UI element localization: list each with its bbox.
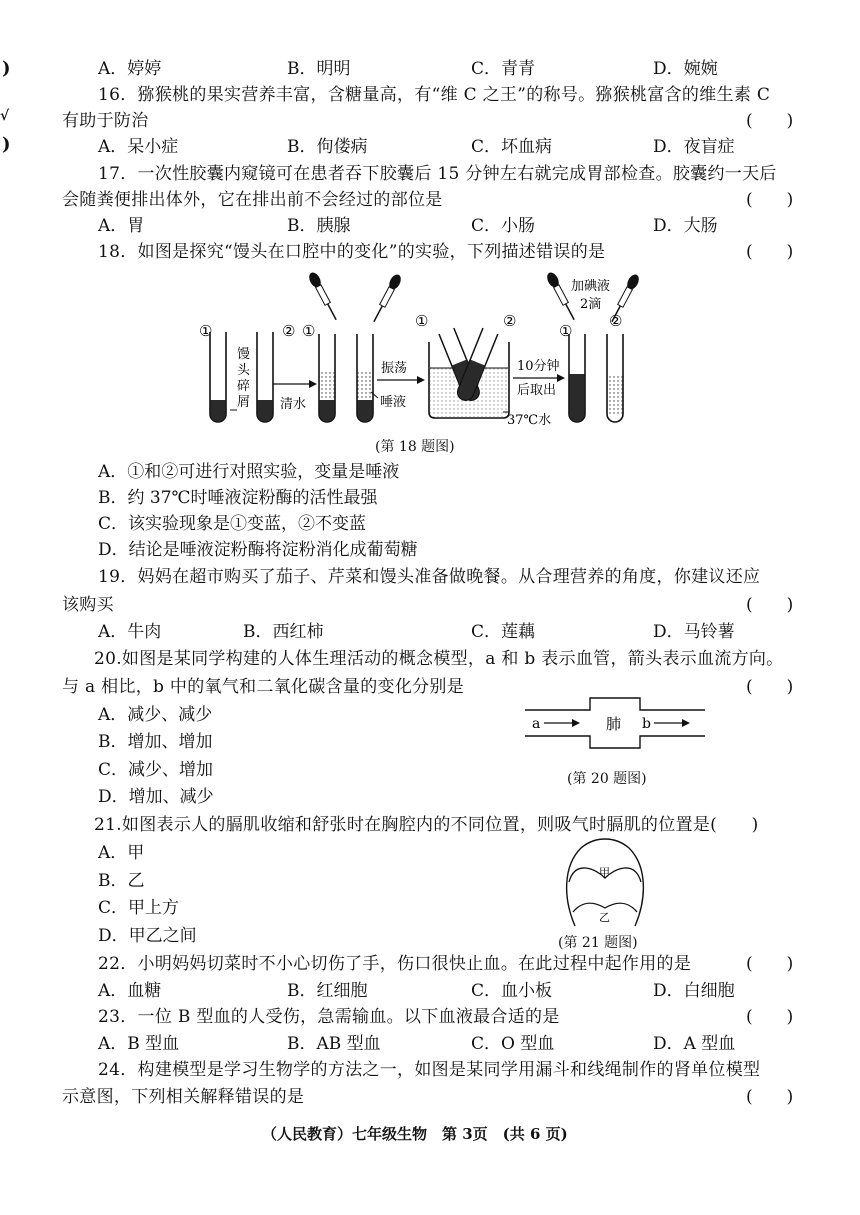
q18-option-c: C．该实验现象是①变蓝，②不变蓝 [98, 514, 367, 534]
q16-stem-line1: 16．猕猴桃的果实营养丰富，含糖量高，有“维 C 之王”的称号。猕猴桃富含的维生素 C [98, 85, 771, 105]
q21-label-yi: 乙 [599, 911, 610, 924]
q15-option-b: B．明明 [287, 59, 351, 79]
q18-label-mantou-2: 头 [237, 363, 251, 378]
q18-option-d: D．结论是唾液淀粉酶将淀粉消化成葡萄糖 [98, 540, 418, 560]
q20-label-b: b [642, 716, 651, 732]
q22-option-a: A．血糖 [98, 981, 162, 1001]
q21-label-jia: 甲 [599, 866, 610, 879]
q18-option-a: A．①和②可进行对照实验，变量是唾液 [98, 462, 400, 482]
q18-label-1c: ① [415, 312, 429, 330]
q16-stem-line2: 有助于防治 [62, 111, 149, 131]
q19-option-d: D．马铃薯 [653, 622, 735, 642]
edge-mark-1: ) [2, 58, 11, 79]
q16-option-d: D．夜盲症 [653, 137, 735, 157]
q20-stem-line1: 20.如图是某同学构建的人体生理活动的概念模型，a 和 b 表示血管，箭头表示血流方向。 [94, 649, 784, 669]
q18-label-1d: ① [559, 322, 573, 340]
q18-label-take-out: 后取出 [517, 383, 557, 398]
q18-label-2b: ② [503, 312, 517, 330]
q19-option-c: C．莲藕 [471, 622, 536, 642]
q19-stem-line2: 该购买 [62, 595, 114, 615]
q22-option-c: C．血小板 [471, 981, 553, 1001]
q15-option-a: A．婷婷 [98, 59, 162, 79]
q18-label-bath: 37℃水 [507, 413, 552, 428]
q22-option-b: B．红细胞 [287, 981, 368, 1001]
q18-label-saliva: 唾液 [380, 395, 407, 410]
q17-stem-line1: 17．一次性胶囊内窥镜可在患者吞下胶囊后 15 分钟左右就完成胃部检查。胶囊约一天后 [98, 164, 777, 184]
q21-stem-line1: 21.如图表示人的膈肌收缩和舒张时在胸腔内的不同位置，则吸气时膈肌的位置是( ) [94, 815, 759, 835]
q17-stem-line2: 会随粪便排出体外，它在排出前不会经过的部位是 [62, 190, 443, 210]
q23-option-a: A．B 型血 [98, 1034, 180, 1054]
q21-figure-caption: (第 21 题图) [558, 935, 638, 951]
q18-figure-caption: (第 18 题图) [375, 439, 455, 455]
q23-option-d: D．A 型血 [653, 1034, 736, 1054]
q16-answer-blank: ( ) [746, 111, 794, 131]
q21-option-d: D．甲乙之间 [98, 926, 197, 946]
q18-label-1a: ① [199, 322, 213, 340]
q18-label-drops: 2滴 [580, 297, 602, 312]
q22-option-d: D．白细胞 [653, 981, 735, 1001]
q16-option-b: B．佝偻病 [287, 137, 368, 157]
q20-answer-blank: ( ) [746, 677, 794, 697]
q22-stem-line1: 22．小明妈妈切菜时不小心切伤了手，伤口很快止血。在此过程中起作用的是 [98, 954, 692, 974]
q15-option-d: D．婉婉 [653, 59, 718, 79]
q18-label-mantou-3: 碎 [237, 379, 251, 394]
q21-option-a: A．甲 [98, 843, 145, 863]
page-footer: （人民教育）七年级生物 第 3页 (共 6 页) [262, 1125, 568, 1143]
q18-label-shake: 振荡 [381, 361, 408, 376]
q18-option-b: B．约 37℃时唾液淀粉酶的活性最强 [98, 488, 378, 508]
q21-figure [555, 838, 655, 930]
q20-label-lung: 肺 [606, 715, 622, 733]
q18-label-1b: ① [302, 322, 316, 340]
q20-figure-caption: (第 20 题图) [567, 771, 647, 787]
q21-option-b: B．乙 [98, 871, 145, 891]
q20-stem-line2: 与 a 相比，b 中的氧气和二氧化碳含量的变化分别是 [62, 677, 465, 697]
q24-stem-line2: 示意图，下列相关解释错误的是 [62, 1087, 305, 1107]
q24-answer-blank: ( ) [746, 1087, 794, 1107]
q20-option-d: D．增加、减少 [98, 787, 214, 807]
q20-option-c: C．减少、增加 [98, 760, 214, 780]
q21-option-c: C．甲上方 [98, 898, 180, 918]
q20-option-a: A．减少、减少 [98, 705, 213, 725]
q23-option-c: C．O 型血 [471, 1034, 555, 1054]
q17-option-c: C．小肠 [471, 216, 536, 236]
q18-stem-line1: 18．如图是探究“馒头在口腔中的变化”的实验，下列描述错误的是 [98, 242, 606, 262]
q24-stem-line1: 24．构建模型是学习生物学的方法之一，如图是某同学用漏斗和线绳制作的肾单位模型 [98, 1060, 761, 1080]
q20-figure [520, 692, 710, 752]
q18-label-mantou-4: 屑 [237, 395, 251, 410]
q20-option-b: B．增加、增加 [98, 732, 213, 752]
edge-mark-3: ) [2, 134, 11, 155]
q18-label-iodine: 加碘液 [571, 279, 611, 294]
q18-figure [185, 272, 645, 432]
q19-option-a: A．牛肉 [98, 622, 162, 642]
q22-answer-blank: ( ) [746, 954, 794, 974]
q19-option-b: B．西红柿 [243, 622, 324, 642]
q16-option-c: C．坏血病 [471, 137, 553, 157]
q18-label-2c: ② [609, 312, 623, 330]
q23-option-b: B．AB 型血 [287, 1034, 381, 1054]
q20-label-a: a [532, 716, 541, 732]
q17-answer-blank: ( ) [746, 190, 794, 210]
q17-option-a: A．胃 [98, 216, 145, 236]
q23-stem-line1: 23．一位 B 型血的人受伤，急需输血。以下血液最合适的是 [98, 1007, 560, 1027]
q18-label-2a: ② [282, 322, 296, 340]
q17-option-d: D．大肠 [653, 216, 718, 236]
q17-option-b: B．胰腺 [287, 216, 351, 236]
q18-label-water: 清水 [280, 397, 307, 412]
q23-answer-blank: ( ) [746, 1007, 794, 1027]
q18-label-ten-min: 10分钟 [517, 359, 560, 374]
q18-answer-blank: ( ) [746, 242, 794, 262]
q19-stem-line1: 19．妈妈在超市购买了茄子、芹菜和馒头准备做晚餐。从合理营养的角度，你建议还应 [98, 567, 761, 587]
q15-option-c: C．青青 [471, 59, 536, 79]
q16-option-a: A．呆小症 [98, 137, 179, 157]
q19-answer-blank: ( ) [746, 595, 794, 615]
edge-mark-2: √ [0, 108, 10, 124]
q18-label-mantou-1: 馒 [237, 347, 251, 362]
